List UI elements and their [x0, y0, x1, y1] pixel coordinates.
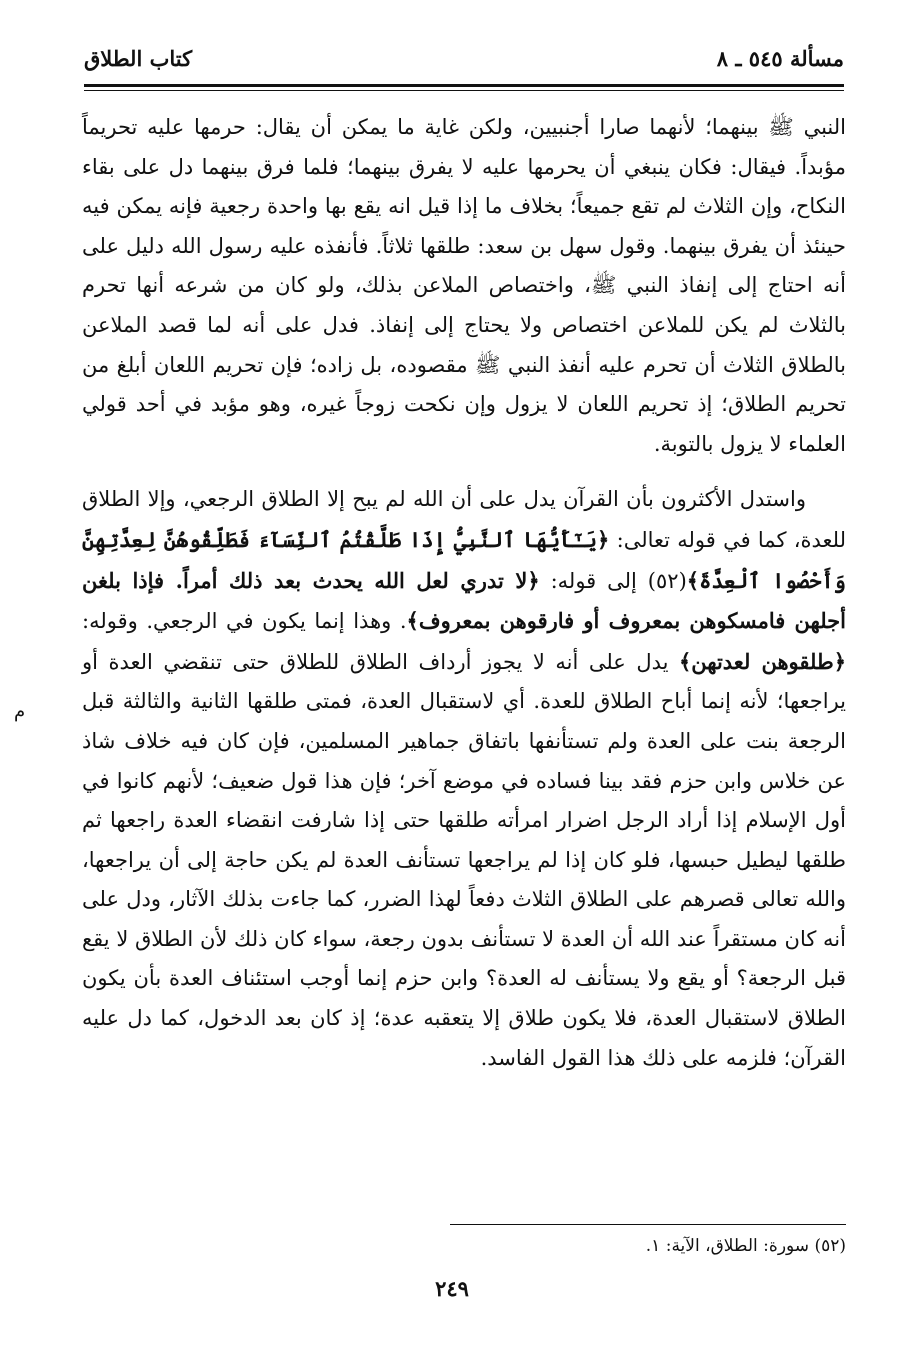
main-text	[82, 108, 846, 1078]
paragraph-2-text-3: . وهذا إنما يكون في الرجعي. وقوله:	[82, 609, 407, 634]
header-chapter-title: كتاب الطلاق	[84, 46, 193, 71]
quran-quote-3: ﴿طلقوهن لعدتهن﴾	[678, 648, 846, 674]
paragraph-2-text-2: إلى قوله:	[539, 568, 648, 593]
footnote: (٥٢) سورة: الطلاق، الآية: ١.	[645, 1236, 846, 1256]
margin-mark: م	[14, 701, 26, 722]
header-rule-thin	[84, 90, 844, 91]
paragraph-2-text-4: يدل على أنه لا يجوز أرداف الطلاق للطلاق حتى تنقضي العدة أو يراجعها؛ لأنه إنما أباح الطلاق للعدة. أي لاستقبال العدة، فمتى طلقها الثانية والثالثة قبل الرجعة بنت على العدة ولم تستأنفها باتفاق جماهير المسلمين، فإن كان فيه خلاف شاذ عن خلاس وابن حزم فقد بينا فساده في موضع آخر؛ فإن هذا قول ضعيف؛ لأنهم كانوا في أول الإسلام إذا أراد الرجل اضرار امرأته طلقها حتى إذا شارفت انقضاء العدة راجعها ثم طلقها ليطيل حبسها، فلو كان إذا لم يراجعها تستأنف العدة لم يكن حاجة إلى أن يراجعها، والله تعالى قصرهم على الطلاق الثلاث دفعاً لهذا الضرر، كما جاءت بذلك الآثار، ودل على أنه كان مستقراً عند الله أن العدة لا تستأنف بدون رجعة، سواء كان ذلك لأن الطلاق لا يقع قبل الرجعة؟ أو يقع ولا يستأنف له العدة؟ وابن حزم إنما أوجب استئناف العدة بأن يكون الطلاق لاستقبال العدة، فلا يكون طلاق إلا يتعقبه عدة؛ إذ كان بعد الدخول، كما دل عليه القرآن؛ فلزمه على ذلك هذا القول الفاسد.	[82, 649, 846, 1070]
quran-quote-1: ﴿يَـٰٓأَيُّهَا ٱلنَّبِيُّ إِذَا طَلَّقْتُمُ ٱلنِّسَآءَ فَطَلِّقُوهُنَّ لِعِدَّتِهِنَّ وَأَحْصُوا ٱلْعِدَّةَ﴾	[82, 526, 846, 593]
page-number: ٢٤٩	[435, 1276, 469, 1301]
paragraph-2	[82, 480, 846, 1078]
footnote-reference: (٥٢)	[647, 568, 687, 593]
header-issue-number: مسألة ٥٤٥ ـ ٨	[716, 46, 844, 71]
paragraph-2-text-1: واستدل الأكثرون بأن القرآن يدل على أن الله لم يبح إلا الطلاق الرجعي، وإلا الطلاق للعدة، كما في قوله تعالى:	[82, 487, 846, 552]
paragraph-1: النبي ﷺ بينهما؛ لأنهما صارا أجنبيين، ولكن غاية ما يمكن أن يقال: حرمها عليه تحريماً مؤبداً. فيقال: فكان ينبغي أن يحرمها عليه لا يفرق بينهما؛ فلما فرق بينهما دل على بقاء النكاح، وإن الثلاث لم تقع جميعاً؛ بخلاف ما إذا قيل انه يقع بها واحدة رجعية فإنه يمكن فيه حينئذ أن يفرق بينهما. وقول سهل بن سعد: طلقها ثلاثاً. فأنفذه عليه رسول الله دليل على أنه احتاج إلى إنفاذ النبي ﷺ، واختصاص الملاعن بذلك، ولو كان من شرعه أنها تحرم بالثلاث لم يكن للملاعن اختصاص ولا يحتاج إلى إنفاذ. فدل على أنه لما قصد الملاعن بالطلاق الثلاث أن تحرم عليه أنفذ النبي ﷺ مقصوده، بل زاده؛ فإن تحريم اللعان أبلغ من تحريم الطلاق؛ إذ تحريم اللعان لا يزول وإن نكحت زوجاً غيره، وهو مؤبد في أحد قولي العلماء لا يزول بالتوبة.	[82, 115, 846, 456]
header-rule-thick	[84, 84, 844, 87]
quran-quote-2: ﴿لا تدري لعل الله يحدث بعد ذلك أمراً. فإذا بلغن أجلهن فامسكوهن بمعروف أو فارقوهن بمعروف﴾	[82, 567, 846, 634]
footnote-rule	[450, 1224, 846, 1225]
running-header	[84, 42, 844, 78]
